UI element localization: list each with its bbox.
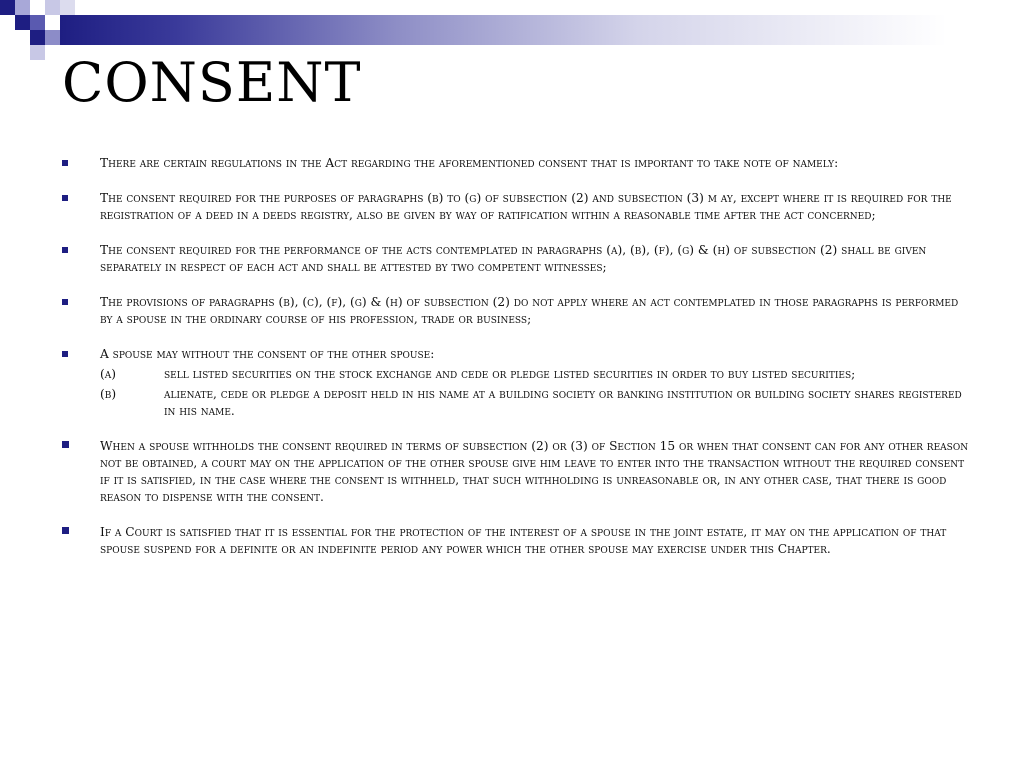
sub-item <box>100 366 970 383</box>
slide-body <box>60 155 970 576</box>
bullet-text: When a spouse withholds the consent required in terms of subsection (2) or (3) of Section 15 or when that consent can for any other reason not be obtained, a court may on the application of the other spouse give him leave to enter into the transaction without the required consent if it is satisfied, in the case where the consent is withheld, that such withholding is unreasonable or, in any other case, that there is good reason to dispense with the consent. <box>100 439 969 504</box>
bullet-text: The consent required for the performance of the acts contemplated in paragraphs (a), (b), (f), (g) & (h) of subsection (2) shall be given separately in respect of each act and shall be attested by two competent witnesses; <box>100 243 927 274</box>
bullet-item <box>60 294 970 328</box>
header-square <box>0 0 15 15</box>
bullet-item <box>60 346 970 420</box>
bullet-text: The consent required for the purposes of paragraphs (b) to (g) of subsection (2) and subsection (3) m ay, except where it is required for the registration of a deed in a deeds registry, also be given by way of ratification within a reasonable time after the act concerned; <box>100 191 952 222</box>
sub-item-label: (a) <box>100 367 117 381</box>
header-square <box>30 30 45 45</box>
header-square <box>15 15 30 30</box>
bullet-text: The provisions of paragraphs (b), (c), (f), (g) & (h) of subsection (2) do not apply where an act contemplated in those paragraphs is performed by a spouse in the ordinary course of his profession, trade or business; <box>100 295 959 326</box>
bullet-item <box>60 155 970 172</box>
sub-item <box>100 386 970 420</box>
header-square <box>45 0 60 15</box>
header-square <box>60 0 75 15</box>
header-square <box>15 0 30 15</box>
sub-item-text: sell listed securities on the stock exchange and cede or pledge listed securities in order to buy listed securities; <box>164 367 856 381</box>
bullet-text: A spouse may without the consent of the other spouse: <box>100 347 435 361</box>
sub-item-label: (b) <box>100 387 117 401</box>
slide-title: CONSENT <box>62 51 362 114</box>
square-bullet-icon <box>62 247 68 253</box>
header-square <box>45 30 60 45</box>
square-bullet-icon <box>62 299 68 305</box>
bullet-item <box>60 438 970 506</box>
header-square <box>30 15 45 30</box>
bullet-item <box>60 190 970 224</box>
bullet-text: If a Court is satisfied that it is essential for the protection of the interest of a spouse in the joint estate, it may on the application of that spouse suspend for a definite or an indefinite period any power which the other spouse may exercise under this Chapter. <box>100 525 947 556</box>
square-bullet-icon <box>62 441 69 448</box>
bullet-text: There are certain regulations in the Act regarding the aforementioned consent that is important to take note of namely: <box>100 156 839 170</box>
square-bullet-icon <box>62 195 68 201</box>
square-bullet-icon <box>62 351 68 357</box>
bullet-item <box>60 524 970 558</box>
square-bullet-icon <box>62 527 69 534</box>
header-gradient-band <box>60 15 1024 45</box>
header-square <box>30 45 45 60</box>
square-bullet-icon <box>62 160 68 166</box>
sub-item-text: alienate, cede or pledge a deposit held in his name at a building society or banking institution or building society shares registered in his name. <box>164 387 962 418</box>
bullet-item <box>60 242 970 276</box>
